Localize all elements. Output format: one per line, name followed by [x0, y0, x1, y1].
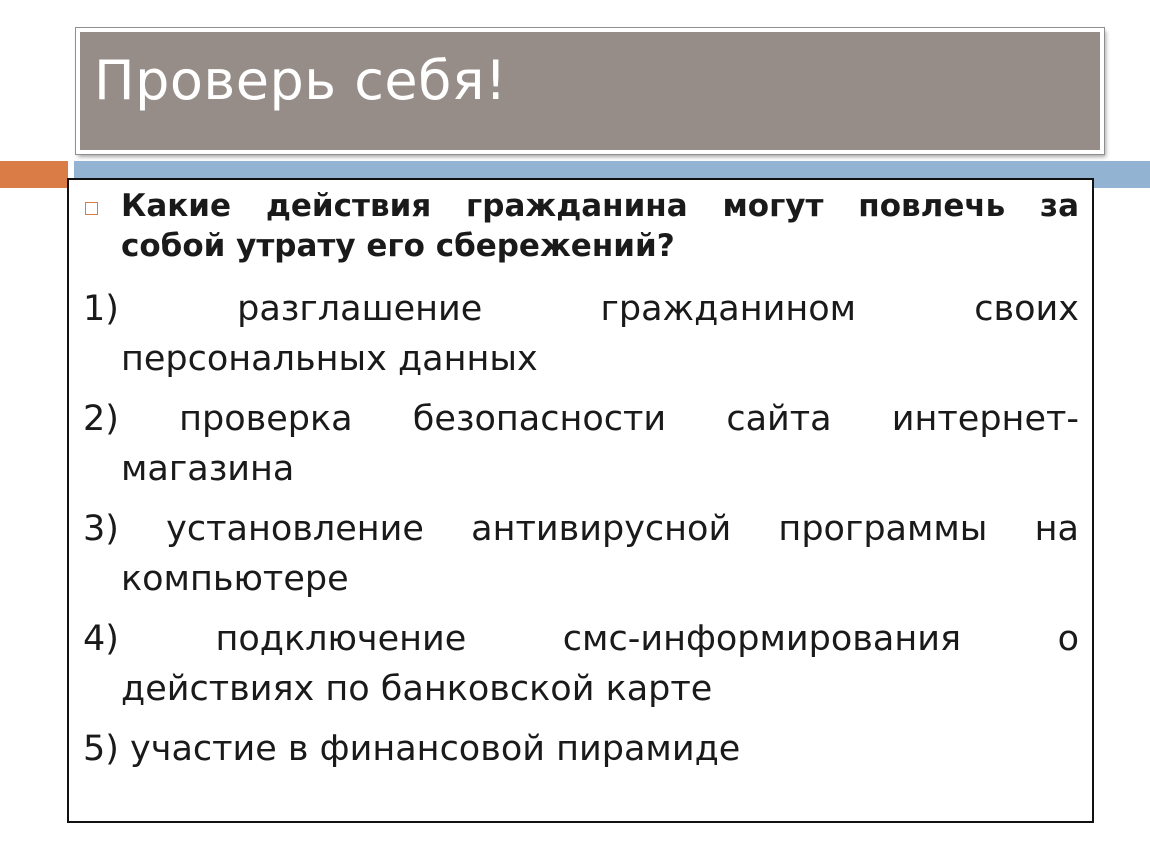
- answer-3-line-1: 3) установление антивирусной программы на: [83, 509, 1079, 549]
- title-box: [76, 28, 1104, 154]
- answer-2-line-2: магазина: [121, 449, 295, 489]
- accent-bar-orange: [0, 161, 68, 188]
- answer-3-line-2: компьютере: [121, 559, 349, 599]
- answer-2-line-1: 2) проверка безопасности сайта интернет-: [83, 399, 1079, 439]
- answer-list: [83, 284, 1079, 784]
- answer-item-2: [83, 394, 1079, 494]
- slide-title: Проверь себя!: [94, 49, 508, 112]
- answer-item-5: [83, 724, 1079, 774]
- content-box: [67, 178, 1094, 823]
- answer-1-line-2: персональных данных: [121, 339, 538, 379]
- question: [83, 186, 1079, 266]
- answer-4-line-2: действиях по банковской карте: [121, 669, 713, 709]
- answer-item-1: [83, 284, 1079, 384]
- question-line-1: Какие действия гражданина могут повлечь за: [121, 188, 1079, 224]
- answer-5-line-1: 5) участие в финансовой пирамиде: [83, 729, 741, 769]
- answer-1-line-1: 1) разглашение гражданином своих: [83, 289, 1079, 329]
- answer-4-line-1: 4) подключение смс-информирования о: [83, 619, 1079, 659]
- question-line-2: собой утрату его сбережений?: [121, 228, 675, 264]
- answer-item-3: [83, 504, 1079, 604]
- answer-item-4: [83, 614, 1079, 714]
